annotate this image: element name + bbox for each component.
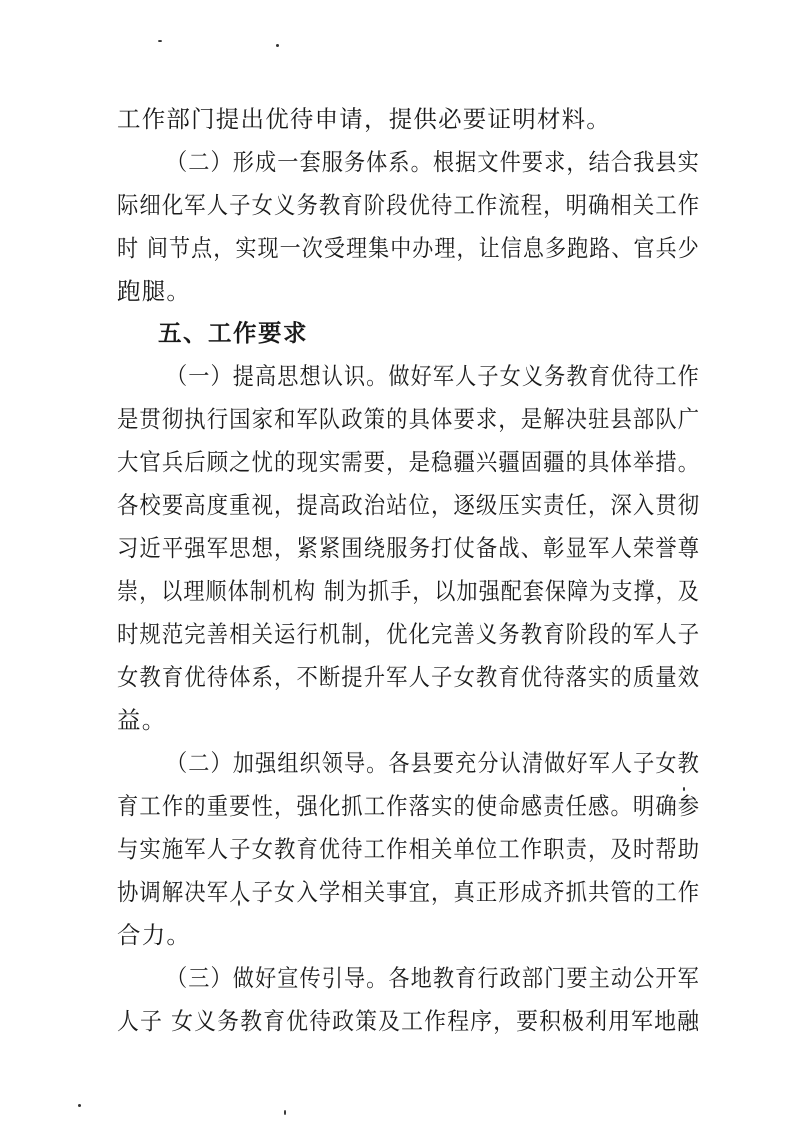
scan-speck xyxy=(276,44,279,47)
text-line: 崇，以理顺体制机构 制为抓手，以加强配套保障为支撑，及 xyxy=(117,577,700,605)
text-line: 时 间节点，实现一次受理集中办理，让信息多跑路、官兵少 xyxy=(117,234,700,262)
text-line: 各校要高度重视，提高政治站位，逐级压实责任，深入贯彻 xyxy=(117,491,701,519)
text-line: 与实施军人子女教育优待工作相关单位工作职责，及时帮助 xyxy=(117,835,701,863)
text-line: 习近平强军思想，紧紧围绕服务打仗备战、彰显军人荣誉尊 xyxy=(117,534,701,562)
text-line: 是贯彻执行国家和军队政策的具体要求，是解决驻县部队广 xyxy=(117,405,701,433)
scan-speck xyxy=(158,40,162,42)
text-line: 际细化军人子女义务教育阶段优待工作流程，明确相关工作 xyxy=(117,191,701,219)
text-line: 女教育优待体系，不断提升军人子女教育优待落实的质量效 xyxy=(117,663,701,691)
text-line: 益。 xyxy=(117,706,167,734)
text-line: 时规范完善相关运行机制，优化完善义务教育阶段的军人子 xyxy=(117,620,701,648)
section-5-2: （二）加强组织领导。各县要充分认清做好军人子女教 xyxy=(166,749,700,777)
scan-speck xyxy=(284,1110,286,1115)
text-line: 工作部门提出优待申请，提供必要证明材料。 xyxy=(117,105,611,133)
text-line: 人子 女义务教育优待政策及工作程序，要积极利用军地融 xyxy=(117,1007,701,1035)
text-line: 合力。 xyxy=(117,921,192,949)
text-line: 协调解决军人子女入学相关事宜，真正形成齐抓共管的工作 xyxy=(117,878,701,906)
section-5-1: （一）提高思想认识。做好军人子女义务教育优待工作 xyxy=(166,362,700,390)
text-line: 大官兵后顾之忧的现实需要，是稳疆兴疆固疆的具体举措。 xyxy=(117,448,701,476)
text-line: 育工作的重要性，强化抓工作落实的使命感责任感。明确参 xyxy=(117,792,701,820)
section-2-1: （二）形成一套服务体系。根据文件要求，结合我县实 xyxy=(166,148,700,176)
scan-speck xyxy=(78,1104,81,1107)
text-line: 跑腿。 xyxy=(117,277,192,305)
section-heading: 五、工作要求 xyxy=(158,319,308,347)
section-5-3: （三）做好宣传引导。各地教育行政部门要主动公开军 xyxy=(166,964,700,992)
